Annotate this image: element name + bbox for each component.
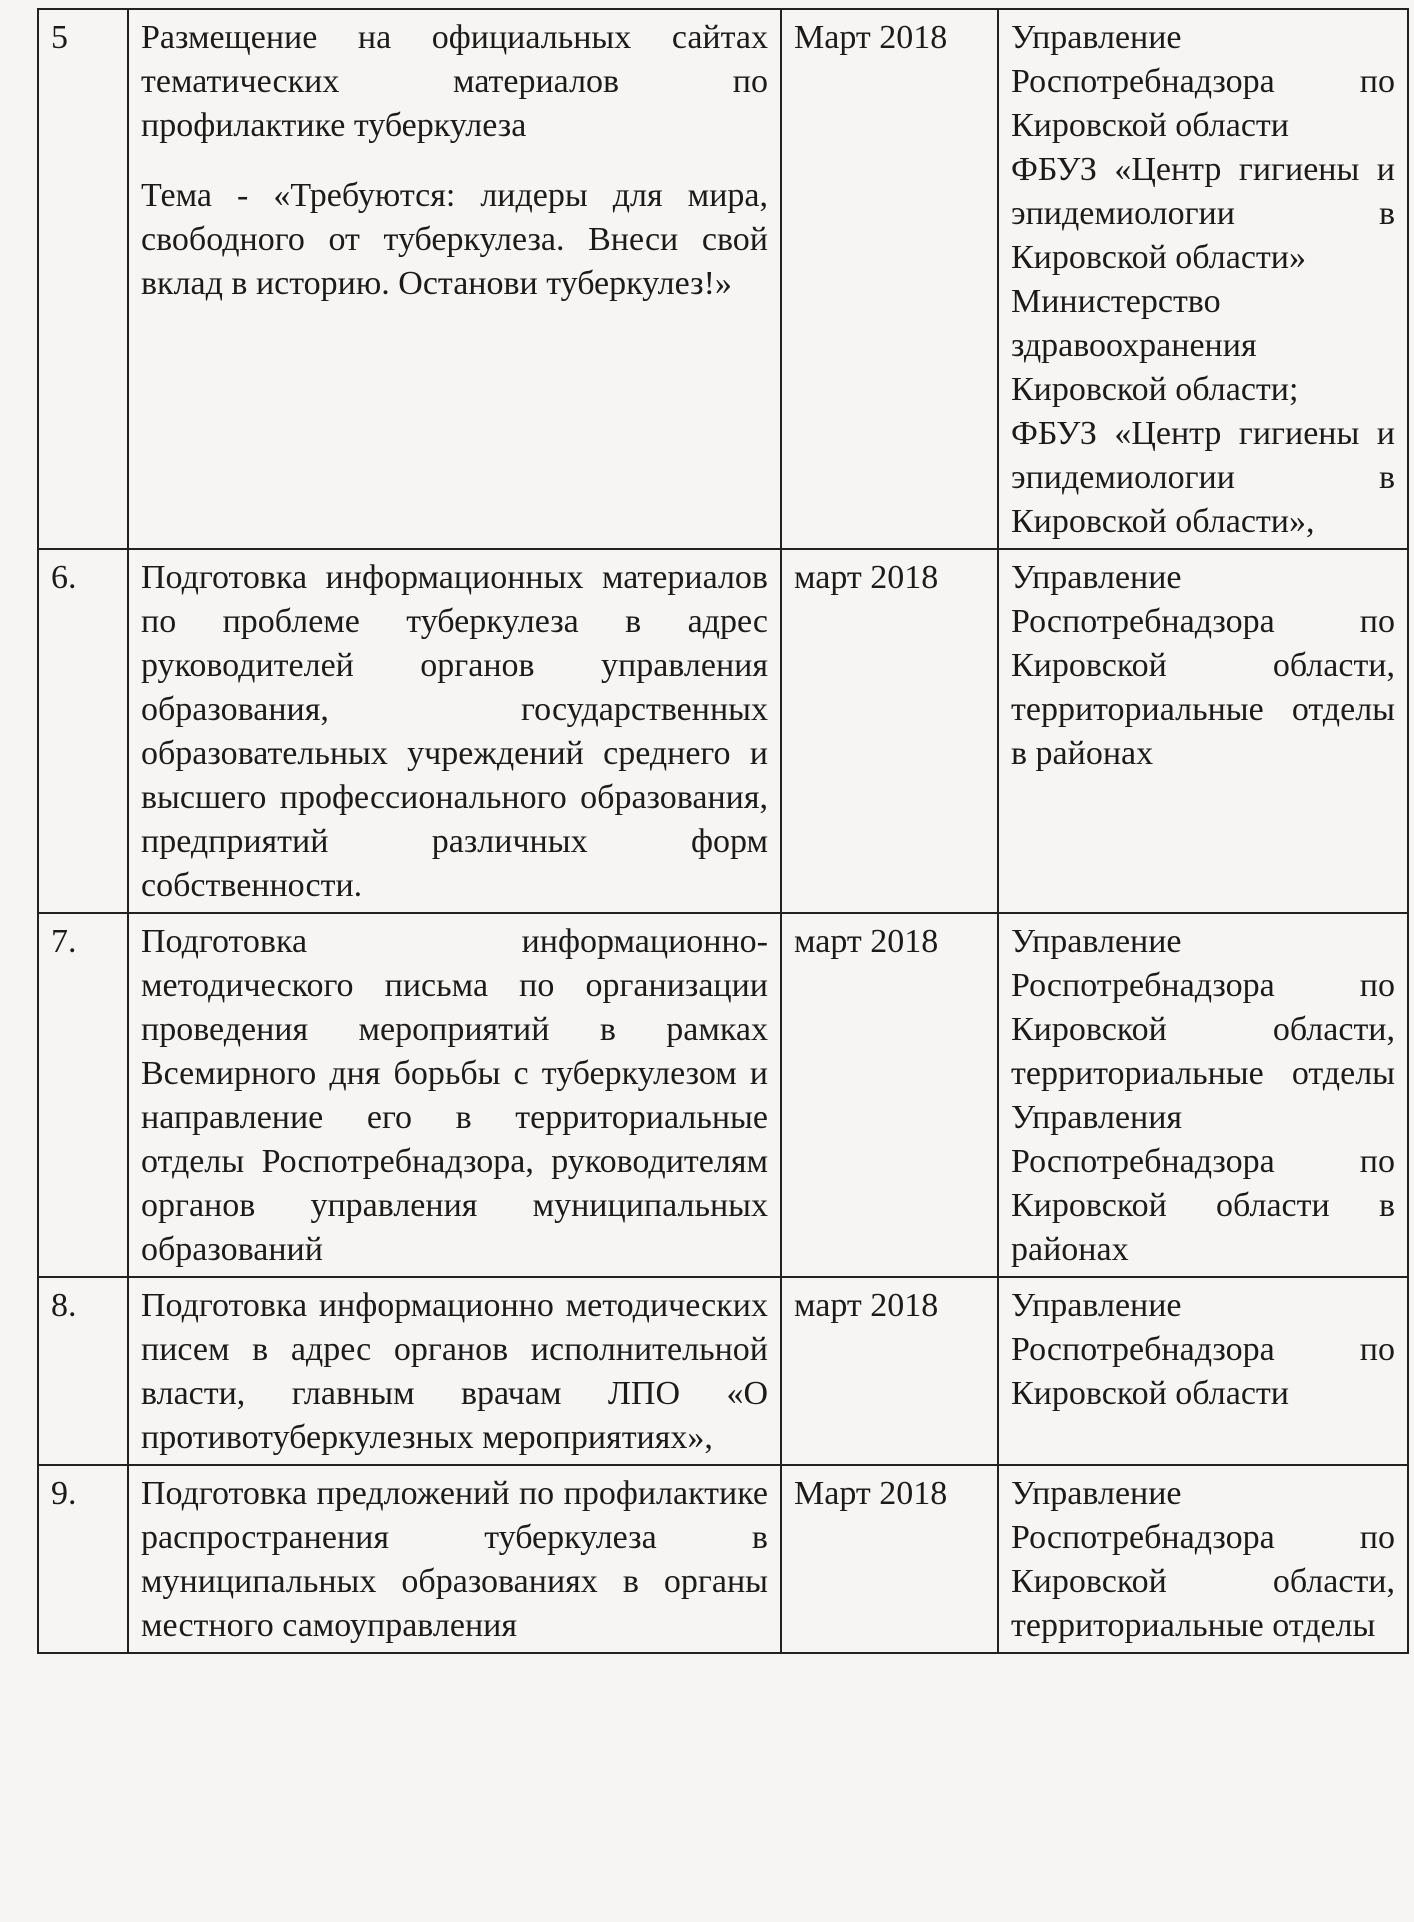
row-number: 5 [38,9,128,549]
responsible-party [998,549,1408,913]
activity-date: Март 2018 [781,9,998,549]
activity-name [128,9,781,549]
table-row [38,549,1408,913]
activity-name [128,1465,781,1653]
responsible-party [998,9,1408,549]
activity-text: Подготовка информационно методических писем в адрес органов исполнительной власти, главным врачам ЛПО «О противотуберкулезных мероприятиях», [141,1287,768,1456]
activity-date: март 2018 [781,1277,998,1465]
responsible-line: Управление Роспотребнадзора по Кировской области, территориальные отделы Управления Роспотребнадзора по Кировской области в районах [1011,923,1395,1268]
responsible-line: Управление Роспотребнадзора по Кировской области [1011,1287,1395,1412]
responsible-party [998,1465,1408,1653]
activity-name [128,1277,781,1465]
responsible-line: Управление Роспотребнадзора по Кировской области [1011,19,1395,144]
responsible-line: ФБУЗ «Центр гигиены и эпидемиологии в Кировской области», [1011,415,1395,540]
activity-text: Размещение на официальных сайтах тематических материалов по профилактике туберкулеза [141,19,768,144]
activity-date: Март 2018 [781,1465,998,1653]
responsible-line: Управление Роспотребнадзора по Кировской области, территориальные отделы в районах [1011,559,1395,772]
activity-theme: Тема - «Требуются: лидеры для мира, свободного от туберкулеза. Внеси свой вклад в историю. Останови туберкулез!» [141,177,768,302]
activity-text: Подготовка информационно-методического письма по организации проведения мероприятий в рамках Всемирного дня борьбы с туберкулезом и направление его в территориальные отделы Роспотребнадзора, руководителям органов управления муниципальных образований [141,923,768,1268]
table-row [38,913,1408,1277]
activity-date: март 2018 [781,913,998,1277]
responsible-party [998,1277,1408,1465]
activity-name [128,913,781,1277]
activity-text: Подготовка информационных материалов по проблеме туберкулеза в адрес руководителей органов управления образования, государственных образовательных учреждений среднего и высшего профессионального образования, предприятий различных форм собственности. [141,559,768,904]
row-number: 6. [38,549,128,913]
responsible-line: Управление Роспотребнадзора по Кировской области, территориальные отделы [1011,1475,1395,1644]
activity-name [128,549,781,913]
plan-table [37,8,1409,1654]
responsible-party [998,913,1408,1277]
activity-date: март 2018 [781,549,998,913]
row-number: 8. [38,1277,128,1465]
activity-text: Подготовка предложений по профилактике распространения туберкулеза в муниципальных образованиях в органы местного самоуправления [141,1475,768,1644]
row-number: 7. [38,913,128,1277]
table-row [38,9,1408,549]
table-row [38,1465,1408,1653]
row-number: 9. [38,1465,128,1653]
table-row [38,1277,1408,1465]
responsible-line: Министерство здравоохранения Кировской области; [1011,283,1299,408]
responsible-line: ФБУЗ «Центр гигиены и эпидемиологии в Кировской области» [1011,151,1395,276]
